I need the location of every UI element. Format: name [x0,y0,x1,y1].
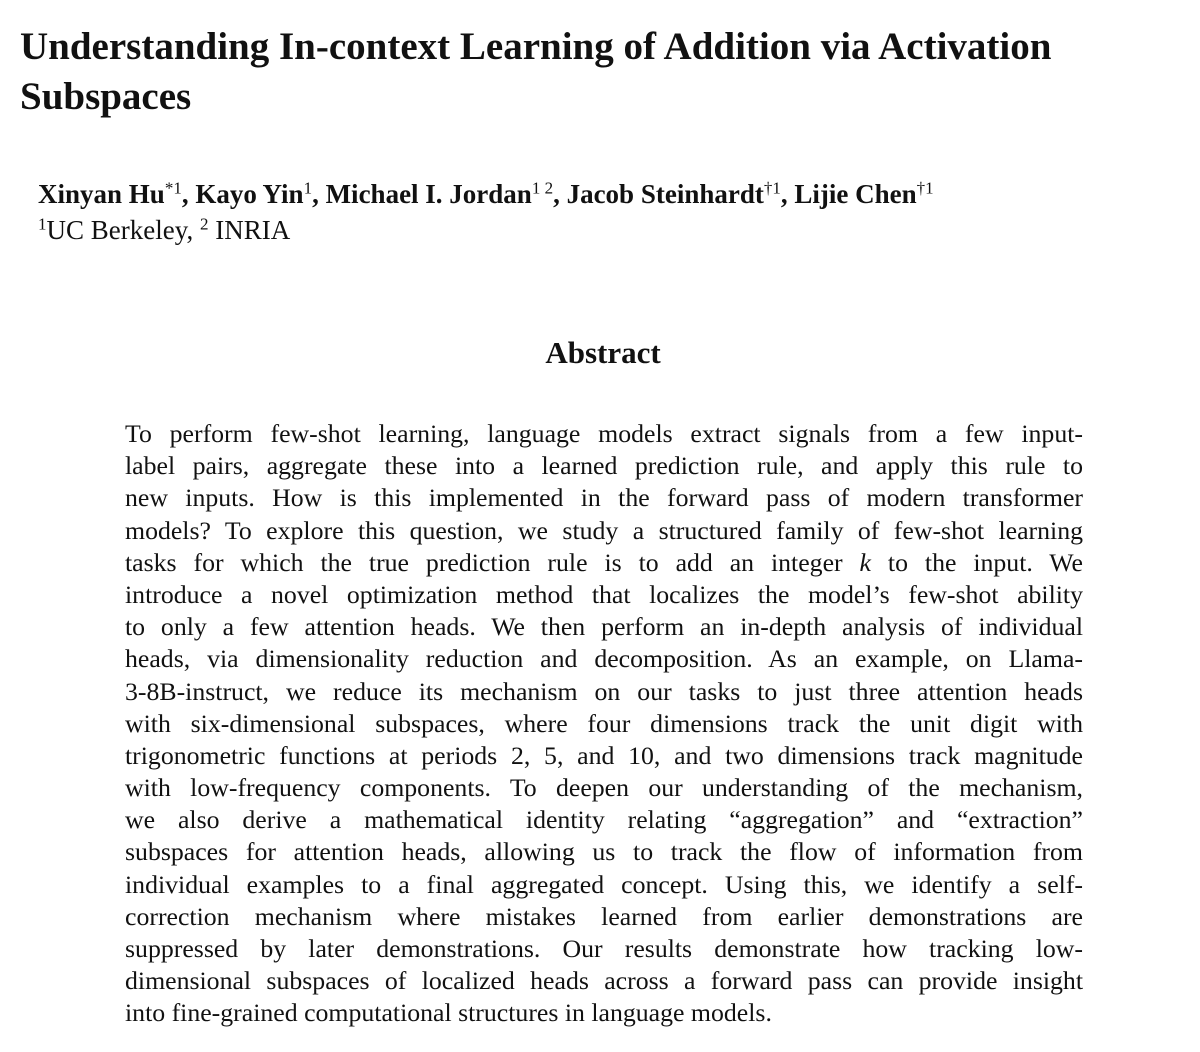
abstract-line: with low-frequency components. To deepen our understanding of the mechanism, [125,773,1083,803]
abstract-line: with six-dimensional subspaces, where four dimensions track the unit digit with [125,708,1083,738]
author-affiliation-mark: 1 2 [531,178,554,198]
author-block [38,176,1178,248]
abstract-line: models? To explore this question, we study a structured family of few-shot learning [125,515,1083,545]
author-affiliation-mark: †1 [763,178,781,198]
author-separator: , [553,179,567,209]
affiliation-mark: 2 [199,214,209,234]
abstract-text: to the input. We [871,547,1083,577]
abstract-line: suppressed by later demonstrations. Our results demonstrate how tracking low- [125,934,1083,963]
author-name: Xinyan Hu [38,179,165,209]
paper-title: Understanding In-context Learning of Addition via Activation Subspaces [20,25,1052,118]
abstract-line: we also derive a mathematical identity relating “aggregation” and “extraction” [125,805,1083,835]
author-name: Kayo Yin [195,179,304,209]
affiliation-mark: 1 [38,214,47,234]
abstract-line: 3-8B-instruct, we reduce its mechanism on our tasks to just three attention heads [125,676,1083,706]
abstract-body [125,418,1083,1030]
abstract-line: into fine-grained computational structures in language models. [125,998,772,1028]
abstract-line: To perform few-shot learning, language models extract signals from a few input- [125,419,1083,448]
author-separator: , [181,179,196,209]
abstract-line: new inputs. How is this implemented in the forward pass of modern transformer [125,483,1083,513]
abstract-text: tasks for which the true prediction rule is to add an integer [125,547,860,577]
author-name: Lijie Chen [794,179,917,209]
affiliation-name: INRIA [208,215,291,245]
abstract-line: individual examples to a final aggregated concept. Using this, we identify a self- [125,869,1083,899]
abstract-line: subspaces for attention heads, allowing us to track the flow of information from [125,837,1083,867]
math-variable: k [859,547,871,577]
abstract-line: trigonometric functions at periods 2, 5, and 10, and two dimensions track magnitude [125,740,1083,770]
abstract-line: introduce a novel optimization method that localizes the model’s few-shot ability [125,579,1083,609]
abstract-line: correction mechanism where mistakes learned from earlier demonstrations are [125,901,1083,931]
author-list [38,176,1178,212]
abstract-line: dimensional subspaces of localized heads across a forward pass can provide insight [125,966,1083,996]
abstract-line: to only a few attention heads. We then perform an in-depth analysis of individual [125,612,1083,642]
abstract-heading: Abstract [545,335,661,370]
abstract-line [125,547,1083,579]
affiliation-list [38,212,1178,248]
abstract-line: label pairs, aggregate these into a learned prediction rule, and apply this rule to [125,451,1083,481]
abstract-line: heads, via dimensionality reduction and decomposition. As an example, on Llama- [125,644,1083,674]
author-separator: , [312,179,326,209]
author-affiliation-mark: †1 [916,178,934,198]
affiliation-name: UC Berkeley [46,215,187,245]
affiliation-separator: , [186,215,200,245]
author-name: Michael I. Jordan [325,179,532,209]
author-separator: , [780,179,795,209]
author-affiliation-mark: *1 [164,178,182,198]
author-name: Jacob Steinhardt [566,179,764,209]
author-affiliation-mark: 1 [303,178,313,198]
